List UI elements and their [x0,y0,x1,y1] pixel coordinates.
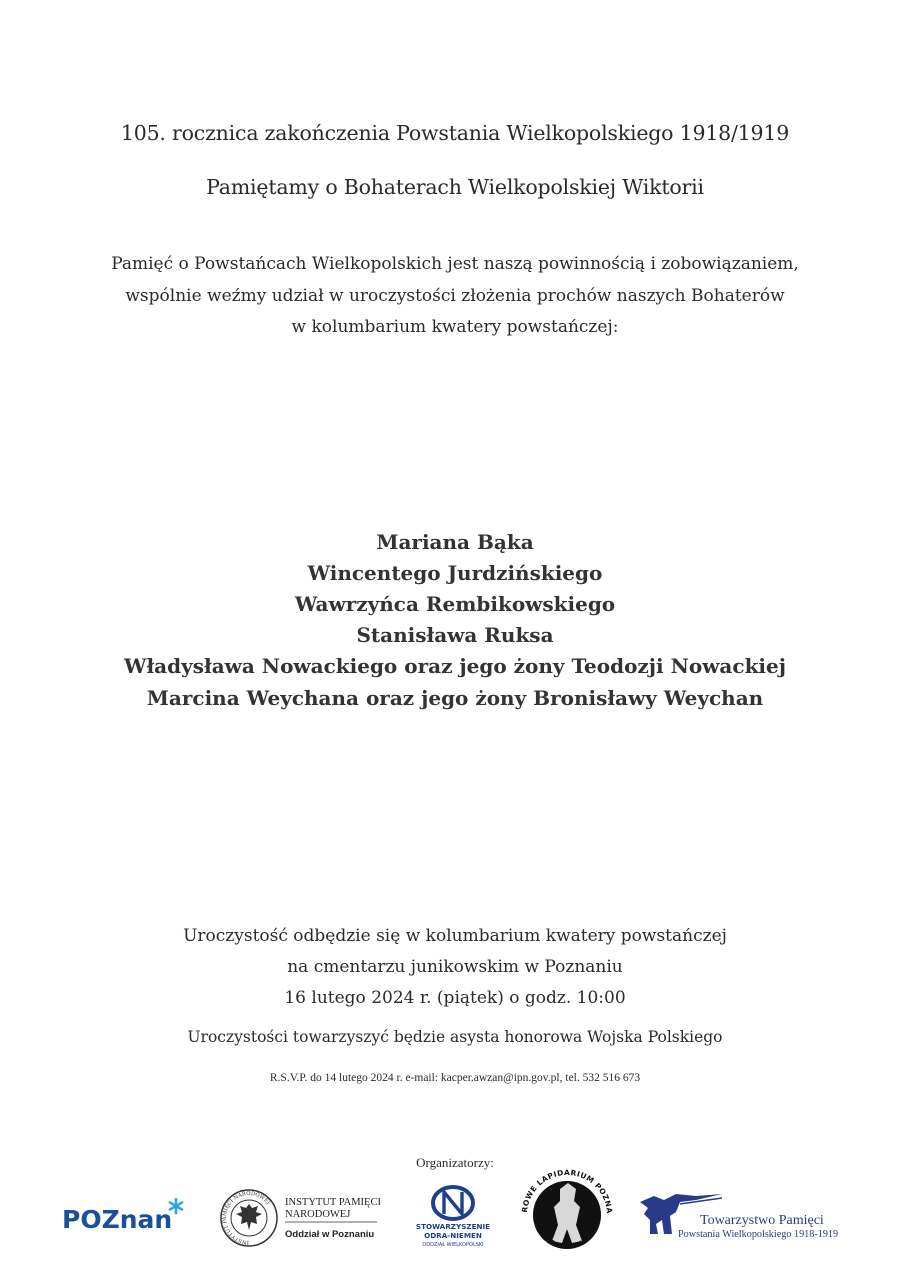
compass-n-icon [444,1192,462,1214]
ipn-logo [219,1188,389,1248]
lapidarium-logo [516,1163,618,1263]
odra-niemen-logo [408,1184,498,1252]
hero-name: Stanisława Ruksa [356,623,554,647]
hero-name: Wincentego Jurdzińskiego [307,561,603,585]
hero-name: Wawrzyńca Rembikowskiego [294,592,616,616]
poznan-logo-text: POZnan [62,1205,173,1234]
odra-line3: ODDZIAŁ WIELKOPOLSKI [422,1242,484,1248]
intro-line: w kolumbarium kwatery powstańczej: [291,317,619,337]
event-date: 16 lutego 2024 r. (piątek) o godz. 10:00 [284,988,626,1008]
honor-guard-note: Uroczystości towarzyszyć będzie asysta honorowa Wojska Polskiego [187,1028,723,1046]
towarzystwo-line1: Towarzystwo Pamięci [700,1213,824,1228]
event-place: Uroczystość odbędzie się w kolumbarium kwatery powstańczej [183,926,727,946]
intro-line: Pamięć o Powstańcach Wielkopolskich jest naszą powinnością i zobowiązaniem, [111,254,799,274]
event-cemetery: na cmentarzu junikowskim w Poznaniu [287,957,623,977]
hero-name: Marcina Weychana oraz jego żony Bronisławy Weychan [146,686,764,710]
odra-line1: STOWARZYSZENIE [415,1222,491,1231]
odra-line2: ODRA-NIEMEN [424,1231,482,1240]
ipn-branch: Oddział w Poznaniu [285,1229,375,1240]
ipn-name-line2: NARODOWEJ [285,1209,351,1220]
organizers-label: Organizatorzy: [416,1155,494,1170]
towarzystwo-logo [636,1190,866,1242]
hero-name: Władysława Nowackiego oraz jego żony Teodozji Nowackiej [124,654,786,678]
poznan-logo [62,1198,188,1234]
lapidarium-ring-bottom: E-LAPIDARIUM.PL [534,1226,600,1251]
lapidarium-ring-top: ROWE LAPIDARIUM POZNA [520,1167,615,1215]
intro-line: wspólnie weźmy udział w uroczystości złożenia prochów naszych Bohaterów [125,286,785,306]
ipn-seal-text: INSTYTUT PAMIĘCI NARODOWEJ [221,1190,271,1246]
rsvp-contact: R.S.V.P. do 14 lutego 2024 r. e-mail: kacper.awzan@ipn.gov.pl, tel. 532 516 673 [269,1072,641,1084]
eagle-icon [236,1204,262,1230]
hero-name: Mariana Bąka [376,530,534,554]
towarzystwo-line2: Powstania Wielkopolskiego 1918-1919 [678,1229,839,1240]
anniversary-heading: 105. rocznica zakończenia Powstania Wielkopolskiego 1918/1919 [120,121,790,145]
motto-heading: Pamiętamy o Bohaterach Wielkopolskiej Wiktorii [206,175,704,199]
ipn-name-line1: INSTYTUT PAMIĘCI [285,1197,381,1208]
